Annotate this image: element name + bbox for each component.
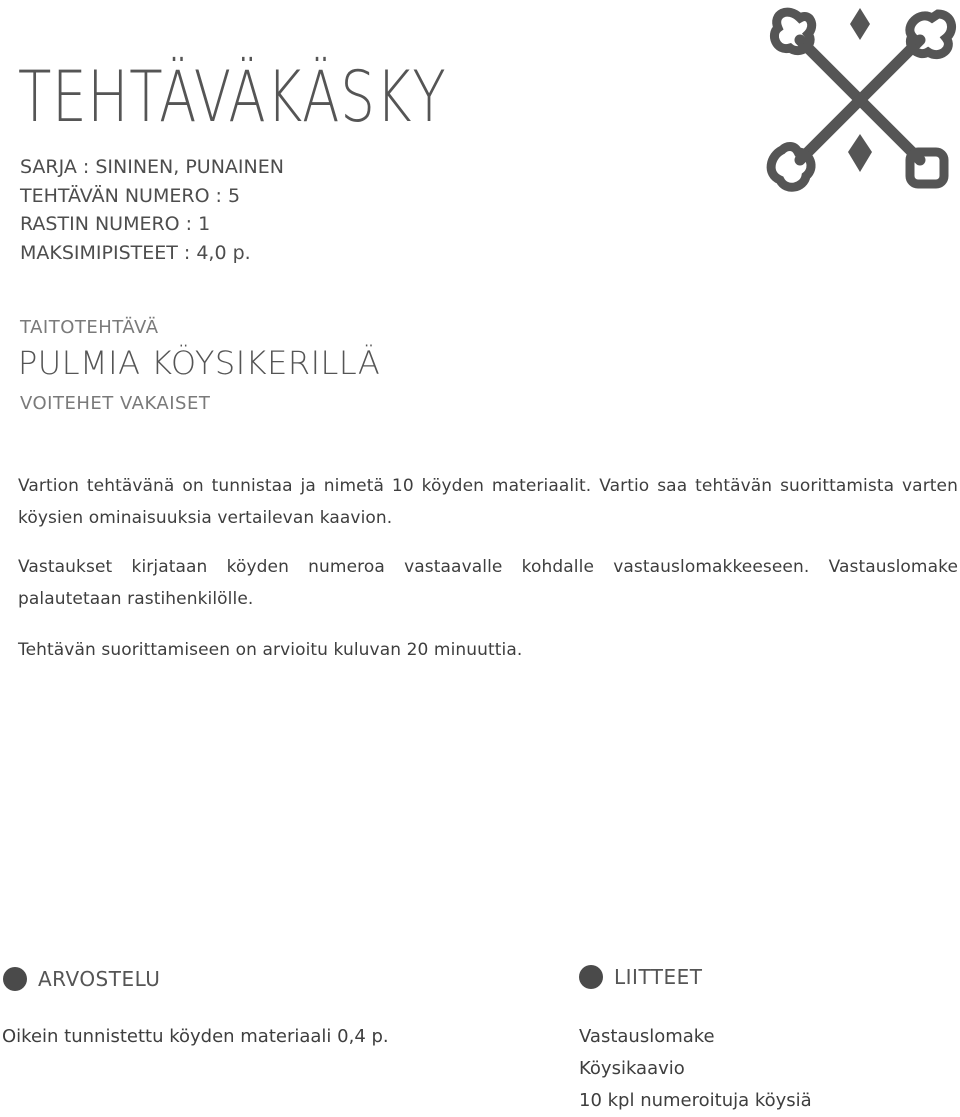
description-paragraph: Vartion tehtävänä on tunnistaa ja nimetä 10 köyden materiaalit. Vartio saa tehtävän suorittamista varten köysien ominaisuuksia vertailevan kaavion. — [18, 476, 958, 528]
task-subtitle: VOITEHET VAKAISET — [20, 393, 211, 414]
task-meta — [20, 153, 284, 267]
crossed-keys-emblem-icon — [760, 0, 960, 200]
checkpoint-number-line: RASTIN NUMERO : 1 — [20, 213, 211, 235]
grading-heading: ARVOSTELU — [38, 967, 161, 991]
attachments-bullet-icon — [579, 965, 603, 989]
task-name: PULMIA KÖYSIKERILLÄ — [18, 344, 381, 382]
series-line: SARJA : SININEN, PUNAINEN — [20, 156, 284, 178]
time-estimate-paragraph: Tehtävän suorittamiseen on arvioitu kuluvan 20 minuuttia. — [18, 640, 523, 660]
attachment-item: Vastauslomake — [579, 1026, 715, 1047]
grading-item: Oikein tunnistettu köyden materiaali 0,4 p. — [2, 1026, 389, 1047]
task-type-label: TAITOTEHTÄVÄ — [20, 317, 159, 338]
attachment-item: Köysikaavio — [579, 1058, 685, 1079]
attachment-item: 10 kpl numeroituja köysiä — [579, 1090, 812, 1111]
grading-bullet-icon — [3, 967, 27, 991]
max-points-line: MAKSIMIPISTEET : 4,0 p. — [20, 241, 251, 264]
document-title: TEHTÄVÄKÄSKY — [18, 56, 447, 138]
answer-instructions-paragraph: Vastaukset kirjataan köyden numeroa vastaavalle kohdalle vastauslomakkeeseen. Vastauslomake palautetaan rastihenkilölle. — [18, 557, 958, 609]
task-number-line: TEHTÄVÄN NUMERO : 5 — [20, 184, 241, 207]
attachments-heading: LIITTEET — [614, 965, 703, 989]
